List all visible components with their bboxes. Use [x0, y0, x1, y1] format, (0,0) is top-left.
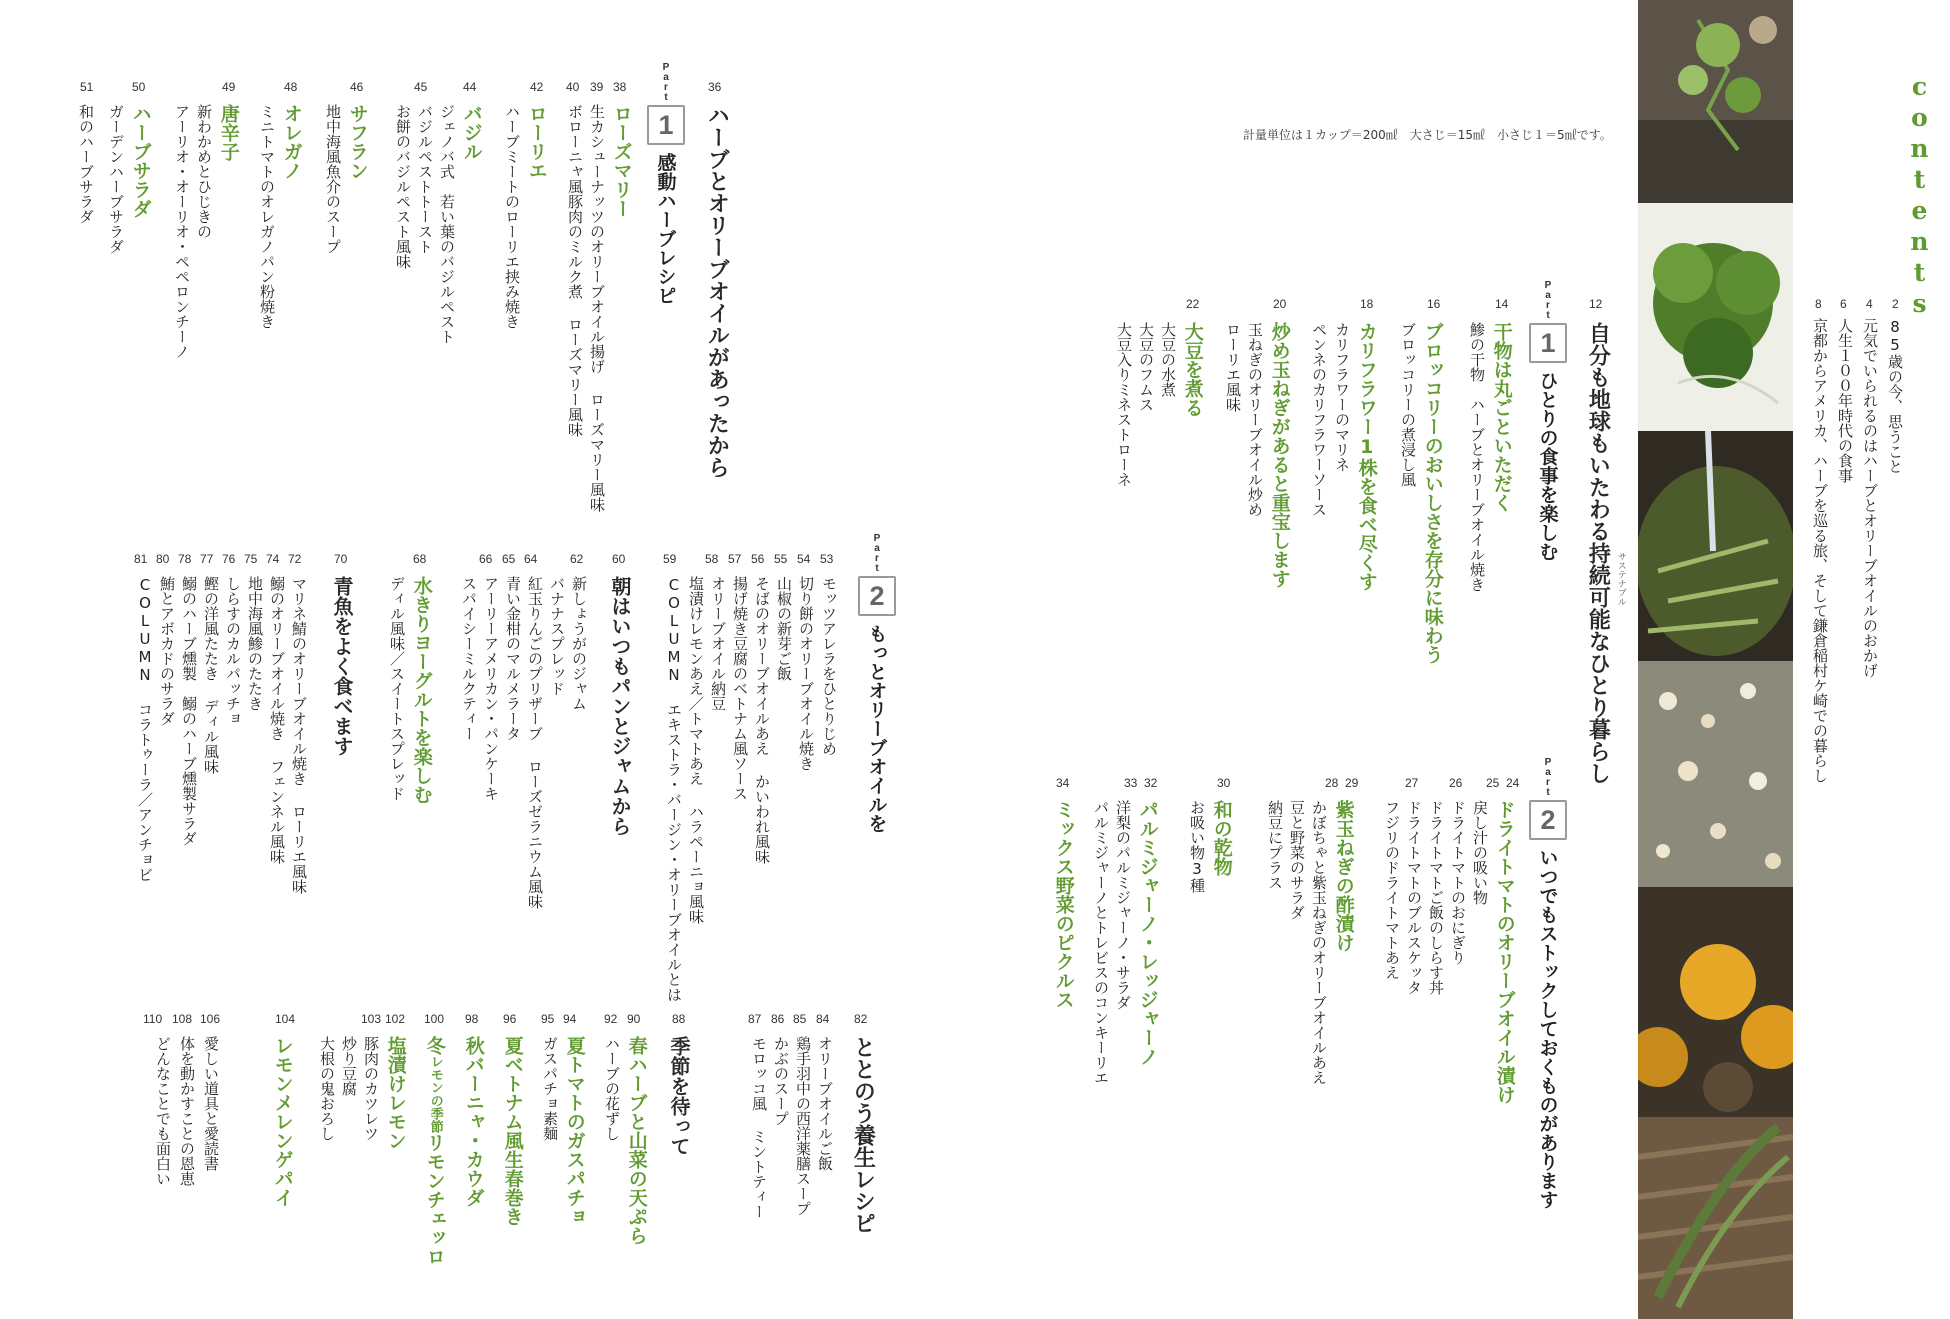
- toc-line: 豚肉のカツレツ: [362, 1036, 380, 1141]
- toc-line: 切り餅のオリーブオイル焼き: [797, 576, 815, 771]
- page-num: 46: [350, 80, 364, 94]
- toc-line: 85歳の今、思うこと: [1886, 318, 1904, 474]
- toc-line: お吸い物3種: [1188, 800, 1206, 893]
- page-num: 92: [604, 1012, 618, 1026]
- toc-heading: [563, 1036, 586, 1226]
- section-title: [1584, 322, 1610, 784]
- photo-herb-basket: [1638, 1117, 1793, 1319]
- toc-line: 大根の鬼おろし: [318, 1036, 336, 1141]
- toc-heading: 季節を待って: [667, 1036, 691, 1156]
- page-num: 110: [143, 1012, 163, 1026]
- page-num: 86: [771, 1012, 785, 1026]
- photo-dried-flowers: [1638, 661, 1793, 887]
- toc-heading: レモンメレンゲパイ: [271, 1036, 294, 1207]
- toc-line: 地中海風鯵のたたき: [246, 576, 264, 711]
- page-num: 70: [334, 552, 348, 566]
- toc-line: 青い金柑のマルメラータ: [504, 576, 522, 741]
- toc-heading: ブロッコリーのおいしさを存分に味わう: [1421, 322, 1444, 664]
- toc-heading: 紫玉ねぎの酢漬け: [1332, 800, 1355, 952]
- page-num: 68: [413, 552, 427, 566]
- toc-heading: [501, 1036, 524, 1226]
- heading-text: ベトナム風生春巻き: [501, 1055, 524, 1226]
- toc-heading: ローリエ: [525, 104, 548, 180]
- season-label: 冬: [423, 1036, 446, 1055]
- page-num: 78: [178, 552, 192, 566]
- page-num: 48: [284, 80, 298, 94]
- toc-line: 人生１００年時代の食事: [1836, 318, 1854, 483]
- part-word: Part: [1542, 280, 1554, 320]
- toc-heading: 塩漬けレモン: [384, 1036, 407, 1150]
- season-label: 夏: [563, 1036, 586, 1055]
- toc-line: 塩漬けレモンあえ／トマトあえ ハラペーニョ風味: [687, 576, 705, 924]
- section-title: ハーブとオリーブオイルがあったから: [704, 104, 730, 478]
- page-num: 20: [1273, 297, 1287, 311]
- page-num: 81: [134, 552, 148, 566]
- toc-line: 戻し汁の吸い物: [1471, 800, 1489, 905]
- page-num: 82: [854, 1012, 868, 1026]
- toc-heading: 炒め玉ねぎがあると重宝します: [1268, 322, 1291, 588]
- page-num: 45: [414, 80, 428, 94]
- page-num: 84: [816, 1012, 830, 1026]
- contents-label: contents: [1905, 72, 1934, 320]
- page-num: 38: [613, 80, 627, 94]
- page-num: 28: [1325, 776, 1339, 790]
- page-num: 65: [502, 552, 516, 566]
- page-num: 108: [172, 1012, 193, 1026]
- page-num: 30: [1217, 776, 1231, 790]
- toc-line: ドライトマトご飯のしらす丼: [1427, 800, 1445, 995]
- toc-line: アーリオ・オーリオ・ペペロンチーノ: [173, 104, 191, 359]
- page-num: 58: [705, 552, 719, 566]
- page-num: 77: [200, 552, 214, 566]
- page-num: 100: [424, 1012, 445, 1026]
- part-word: Part: [871, 533, 883, 573]
- toc-heading: サフラン: [346, 104, 369, 180]
- page-num: 26: [1449, 776, 1463, 790]
- toc-line: ガスパチョ素麺: [541, 1036, 559, 1141]
- toc-line: 揚げ焼き豆腐のベトナム風ソース: [731, 576, 749, 801]
- section-title: ととのう養生レシピ: [850, 1036, 876, 1234]
- page-num: 25: [1486, 776, 1500, 790]
- page-num: 106: [200, 1012, 221, 1026]
- page-num: 88: [672, 1012, 686, 1026]
- part-title: ひとりの食事を楽しむ: [1536, 371, 1559, 561]
- page-num: 39: [590, 80, 604, 94]
- page-num: 103: [361, 1012, 382, 1026]
- toc-line: 玉ねぎのオリーブオイル炒め: [1246, 322, 1264, 517]
- page-num: 44: [463, 80, 477, 94]
- toc-line: 愛しい道具と愛読書: [202, 1036, 220, 1171]
- toc-line: モッツアレラをひとりじめ: [820, 576, 838, 756]
- part-marker: [1528, 280, 1568, 561]
- toc-line: 鰹の洋風たたき ディル風味: [202, 576, 220, 774]
- page-num: 60: [612, 552, 626, 566]
- toc-line: ペンネのカリフラワーソース: [1310, 322, 1328, 517]
- toc-heading: 和の乾物: [1210, 800, 1233, 876]
- toc-line: 紅玉りんごのプリザーブ ローズゼラニウム風味: [526, 576, 544, 909]
- toc-line: スパイシーミルクティー: [460, 576, 478, 741]
- toc-line: ローリエ風味: [1224, 322, 1242, 412]
- part-marker: [646, 62, 686, 305]
- toc-line: 鯵の干物 ハーブとオリーブオイル焼き: [1468, 322, 1486, 592]
- page-num: 59: [663, 552, 677, 566]
- page-num: 32: [1144, 776, 1158, 790]
- toc-heading: パルミジャーノ・レッジャーノ: [1136, 800, 1159, 1066]
- toc-line: オリーブオイル納豆: [709, 576, 727, 711]
- heading-text: バーニャ・カウダ: [462, 1055, 485, 1207]
- toc-heading: 干物は丸ごといただく: [1490, 322, 1513, 512]
- page-num: 66: [479, 552, 493, 566]
- page-num: 56: [751, 552, 765, 566]
- page-num: 22: [1186, 297, 1200, 311]
- toc-line: 地中海風魚介のスープ: [324, 104, 342, 254]
- toc-heading: [423, 1036, 446, 1266]
- toc-line: フジリのドライトマトあえ: [1383, 800, 1401, 980]
- toc-heading: 青魚をよく食べます: [330, 576, 354, 756]
- toc-heading: ローズマリー: [610, 104, 633, 218]
- toc-line: 洋梨のパルミジャーノ・サラダ: [1114, 800, 1132, 1010]
- page-num: 27: [1405, 776, 1419, 790]
- page-num: 36: [708, 80, 722, 94]
- part-marker: [1528, 757, 1568, 1209]
- toc-line: ハーブの花ずし: [603, 1036, 621, 1141]
- part-number: 2: [858, 576, 896, 616]
- page-num: 33: [1124, 776, 1138, 790]
- toc-heading: 大豆を煮る: [1181, 322, 1204, 417]
- toc-line: かぶのスープ: [772, 1036, 790, 1126]
- toc-line: ハーブミートのローリエ挟み焼き: [503, 104, 521, 329]
- toc-line: 新しょうがのジャム: [570, 576, 588, 711]
- toc-line: 新わかめとひじきの: [195, 104, 213, 239]
- season-label: 秋: [462, 1036, 485, 1055]
- heading-text: ハーブと山菜の天ぷら: [625, 1055, 648, 1245]
- toc-line: ジェノバ式 若い葉のバジルペスト: [438, 104, 456, 344]
- page-num: 14: [1495, 297, 1509, 311]
- toc-line: カリフラワーのマリネ: [1333, 322, 1351, 472]
- part-number: 1: [647, 105, 685, 145]
- toc-heading: カリフラワー1株を食べ尽くす: [1355, 322, 1378, 591]
- toc-line: バジルペストトースト: [416, 104, 434, 254]
- section-title-main: 自分も地球もいたわる: [1585, 322, 1611, 542]
- toc-heading: 水きりヨーグルトを楽しむ: [410, 576, 433, 804]
- toc-line: パルミジャーノとトレビスのコンキーリエ: [1092, 800, 1110, 1085]
- page-num: 4: [1866, 297, 1873, 311]
- page-num: 98: [465, 1012, 479, 1026]
- toc-line: 大豆のフムス: [1137, 322, 1155, 412]
- toc-line: お餅のバジルペスト風味: [394, 104, 412, 269]
- toc-line: 鮪とアボカドのサラダ: [158, 576, 176, 726]
- toc-line: 生カシューナッツのオリーブオイル揚げ ローズマリー風味: [588, 104, 606, 512]
- toc-heading: 朝はいつもパンとジャムから: [608, 576, 632, 836]
- page-num: 72: [288, 552, 302, 566]
- ruby-text: サステナブル: [1615, 552, 1626, 606]
- toc-heading: ミックス野菜のピクルス: [1052, 800, 1075, 1009]
- toc-heading: 唐辛子: [217, 104, 240, 161]
- toc-line: 炒り豆腐: [340, 1036, 358, 1096]
- heading-text: リモンチェッロ: [423, 1133, 446, 1266]
- page-num: 94: [563, 1012, 577, 1026]
- toc-line: ドライトマトのブルスケッタ: [1405, 800, 1423, 995]
- page-num: 8: [1815, 297, 1822, 311]
- photo-leafy-greens: [1638, 203, 1793, 431]
- photo-strip: [1638, 0, 1793, 1319]
- toc-line: かぼちゃと紫玉ねぎのオリーブオイルあえ: [1310, 800, 1328, 1085]
- page-num: 87: [748, 1012, 762, 1026]
- toc-line: 京都からアメリカ、ハーブを巡る旅、そして鎌倉稲村ケ崎での暮らし: [1811, 318, 1829, 783]
- season-label: 夏: [501, 1036, 524, 1055]
- toc-heading: ドライトマトのオリーブオイル漬け: [1493, 800, 1516, 1104]
- page-num: 74: [266, 552, 280, 566]
- page-num: 57: [728, 552, 742, 566]
- part-word: Part: [1542, 757, 1554, 797]
- toc-line: 大豆の水煮: [1159, 322, 1177, 397]
- photo-herb-sprig: [1638, 0, 1793, 203]
- page-num: 29: [1345, 776, 1359, 790]
- part-marker: [857, 533, 897, 833]
- page-num: 12: [1589, 297, 1603, 311]
- page-num: 102: [385, 1012, 406, 1026]
- toc-line: 山椒の新芽ご飯: [775, 576, 793, 681]
- page-num: 95: [541, 1012, 555, 1026]
- toc-line: ガーデンハーブサラダ: [107, 104, 125, 254]
- page-num: 55: [774, 552, 788, 566]
- toc-heading: [625, 1036, 648, 1245]
- part-number: 1: [1529, 323, 1567, 363]
- photo-lemons: [1638, 887, 1793, 1117]
- page-num: 6: [1840, 297, 1847, 311]
- toc-line: 鰯のオリーブオイル焼き フェンネル風味: [268, 576, 286, 864]
- toc-line: ボローニャ風豚肉のミルク煮 ローズマリー風味: [566, 104, 584, 437]
- page-num: 64: [524, 552, 538, 566]
- part-title: もっとオリーブオイルを: [865, 624, 888, 833]
- toc-line: COLUMN エキストラ・バージン・オリーブオイルとは: [665, 576, 683, 1002]
- page-num: 96: [503, 1012, 517, 1026]
- toc-line: そばのオリーブオイルあえ かいわれ風味: [753, 576, 771, 864]
- toc-line: ディル風味／スイートスプレッド: [388, 576, 406, 801]
- part-title: いつでもストックしておくものがあります: [1536, 848, 1559, 1209]
- page-num: 53: [820, 552, 834, 566]
- page-num: 34: [1056, 776, 1070, 790]
- toc-line: モロッコ風 ミントティー: [750, 1036, 768, 1219]
- season-label: 春: [625, 1036, 648, 1055]
- toc-line: ブロッコリーの煮浸し風: [1399, 322, 1417, 487]
- page-num: 24: [1506, 776, 1520, 790]
- toc-line: どんなことでも面白い: [154, 1036, 172, 1186]
- heading-text: トマトのガスパチョ: [563, 1055, 586, 1226]
- toc-heading: オレガノ: [280, 104, 303, 180]
- toc-line: 体を動かすことの恩恵: [178, 1036, 196, 1186]
- page-num: 51: [80, 80, 94, 94]
- page-num: 75: [244, 552, 258, 566]
- page-num: 18: [1360, 297, 1374, 311]
- toc-line: 鰯のハーブ燻製 鰯のハーブ燻製サラダ: [180, 576, 198, 846]
- toc-line: 元気でいられるのはハーブとオリーブオイルのおかげ: [1861, 318, 1879, 678]
- page-num: 42: [530, 80, 544, 94]
- toc-line: ドライトマトのおにぎり: [1449, 800, 1467, 965]
- toc-line: 豆と野菜のサラダ: [1288, 800, 1306, 920]
- toc-line: オリーブオイルご飯: [816, 1036, 834, 1171]
- page-num: 40: [566, 80, 580, 94]
- toc-line: 大豆入りミネストローネ: [1115, 322, 1133, 487]
- photo-pouring-oil: [1638, 431, 1793, 661]
- toc-heading: バジル: [460, 104, 483, 161]
- page-num: 80: [156, 552, 170, 566]
- section-title-rest: 持続可能なひとり暮らし: [1585, 542, 1611, 784]
- toc-line: COLUMN コラトゥーラ／アンチョビ: [136, 576, 154, 882]
- page-num: 104: [275, 1012, 296, 1026]
- page-num: 49: [222, 80, 236, 94]
- page-num: 2: [1892, 297, 1899, 311]
- season-subtitle: レモンの季節: [427, 1055, 443, 1133]
- toc-line: しらすのカルパッチョ: [224, 576, 242, 726]
- toc-line: バナナスプレッド: [548, 576, 566, 696]
- toc-heading: ハーブサラダ: [129, 104, 152, 218]
- toc-line: 鶏手羽中の西洋薬膳スープ: [794, 1036, 812, 1216]
- page-num: 85: [793, 1012, 807, 1026]
- toc-line: アーリーアメリカン・パンケーキ: [482, 576, 500, 801]
- part-number: 2: [1529, 800, 1567, 840]
- page-num: 90: [627, 1012, 641, 1026]
- toc-line: 和のハーブサラダ: [77, 104, 95, 224]
- page-num: 16: [1427, 297, 1441, 311]
- toc-line: マリネ鯖のオリーブオイル焼き ローリエ風味: [290, 576, 308, 894]
- page-num: 50: [132, 80, 146, 94]
- page-num: 54: [797, 552, 811, 566]
- measure-note: 計量単位は１カップ＝200㎖ 大さじ＝15㎖ 小さじ１＝5㎖です。: [1243, 128, 1612, 142]
- toc-line: ミニトマトのオレガノパン粉焼き: [258, 104, 276, 329]
- part-title: 感動ハーブレシピ: [654, 153, 677, 305]
- toc-heading: [462, 1036, 485, 1207]
- page-num: 76: [222, 552, 236, 566]
- toc-line: 納豆にプラス: [1266, 800, 1284, 890]
- part-word: Part: [660, 62, 672, 102]
- page-num: 62: [570, 552, 584, 566]
